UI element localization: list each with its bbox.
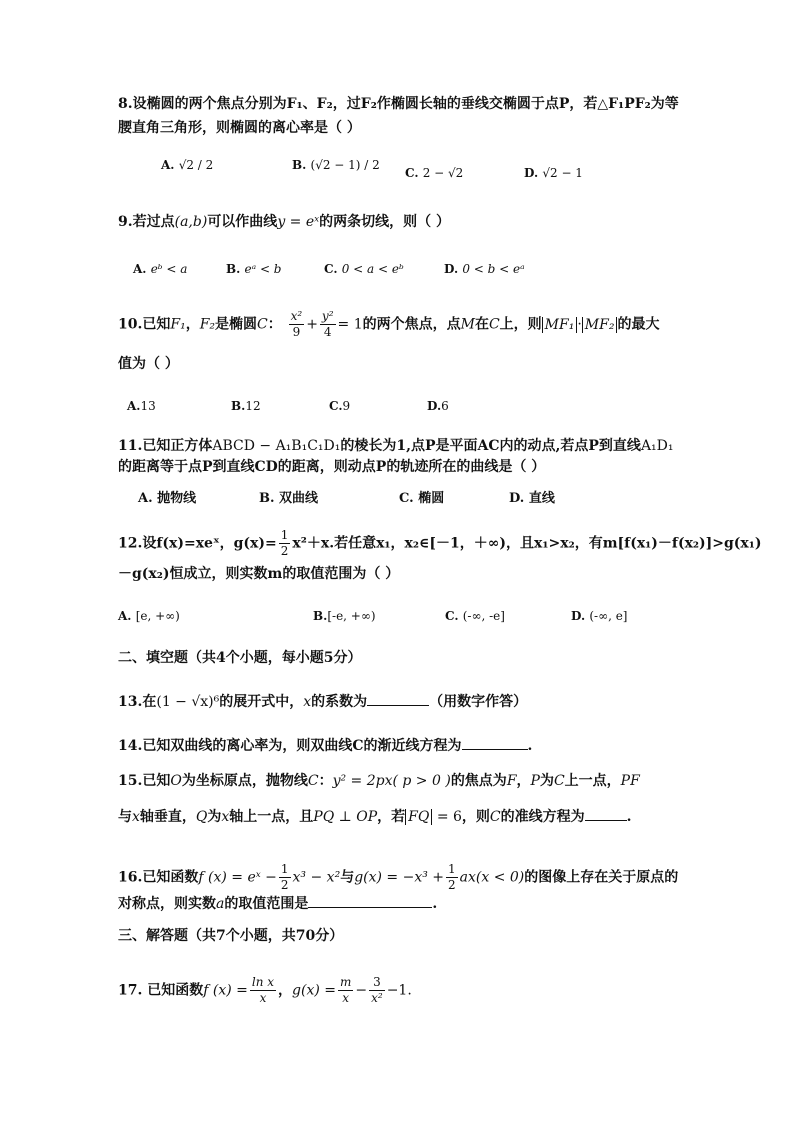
- dot: ·: [577, 316, 582, 333]
- q10-option-b: [231, 397, 261, 415]
- denominator: 4: [323, 325, 332, 339]
- q15-line2: [118, 806, 632, 827]
- fraction: [279, 528, 291, 559]
- q11-a1d1: A₁D₁: [640, 438, 674, 454]
- option-label: B.: [259, 491, 275, 506]
- q15-c: C: [489, 809, 501, 825]
- fraction: [320, 309, 336, 340]
- q13-x: x: [303, 694, 312, 710]
- denominator: x: [259, 991, 267, 1005]
- q9-text: 9.若过点: [118, 214, 175, 230]
- q17-text: ，: [278, 982, 293, 999]
- q9-option-a: [133, 260, 187, 278]
- fraction: [338, 975, 353, 1006]
- q15-text: 轴垂直，: [139, 809, 196, 825]
- q10-text: 的最大: [617, 316, 660, 333]
- fraction: [289, 309, 305, 340]
- option-value: √2 − 1: [542, 166, 583, 180]
- q10-text: 的两个焦点，点: [362, 316, 461, 333]
- option-label: B.: [231, 399, 246, 413]
- option-label: A.: [138, 491, 153, 506]
- q15-text: 为: [539, 773, 554, 789]
- answer-blank[interactable]: [462, 735, 528, 750]
- q13-text: 13.在: [118, 694, 157, 710]
- q15-c: C: [553, 773, 565, 789]
- option-label: A.: [127, 399, 141, 413]
- q16-text: 16.已知函数: [118, 869, 199, 886]
- q11-option-a: [138, 490, 196, 508]
- q10-c: C: [488, 316, 500, 333]
- q13-text: 的系数为: [311, 694, 368, 710]
- q15-parabola: y² = 2px: [332, 773, 393, 789]
- q10-eq: = 1: [337, 316, 363, 333]
- q12-line2: －g(x₂)恒成立，则实数m的取值范围为（ ）: [118, 566, 400, 582]
- option-value: √2 / 2: [178, 158, 214, 172]
- q9-text: 可以作曲线: [207, 214, 278, 230]
- denominator: x: [342, 991, 350, 1005]
- answer-blank[interactable]: [585, 806, 627, 821]
- option-value: 直线: [528, 491, 555, 506]
- option-value: 0 < a < eᵇ: [341, 262, 404, 276]
- q9-stem: [118, 212, 450, 232]
- option-value: (√2 − 1) / 2: [310, 158, 380, 172]
- option-value: [e, +∞): [135, 609, 180, 623]
- q15-perp: PQ ⊥ OP: [313, 809, 378, 825]
- q8-option-d: [524, 164, 583, 182]
- q12-option-d: [571, 607, 628, 625]
- q9-option-d: [444, 260, 525, 278]
- option-label: C.: [324, 262, 338, 276]
- q15-p: P: [530, 773, 540, 789]
- q15-o: O: [170, 773, 182, 789]
- q10-m: M: [460, 316, 475, 333]
- option-label: D.: [509, 491, 525, 506]
- option-label: C.: [405, 166, 419, 180]
- q8-line1: 8.设椭圆的两个焦点分别为F₁、F₂，过F₂作椭圆长轴的垂线交椭圆于点P，若△F₁PF₂为等: [118, 96, 679, 112]
- fraction: [446, 862, 458, 893]
- q8-option-c: [405, 164, 463, 182]
- q12-line1: [118, 528, 762, 559]
- q16-g: g(x) = −x³ +: [354, 869, 445, 886]
- denominator: 9: [292, 325, 301, 339]
- numerator: 1: [280, 862, 289, 876]
- q10-text: ，: [185, 316, 200, 333]
- q10-text: 10.已知: [118, 316, 171, 333]
- option-label: B.: [226, 262, 241, 276]
- option-label: A.: [118, 609, 132, 623]
- q10-mf2: MF₂: [582, 317, 618, 333]
- q15-text: 15.已知: [118, 773, 171, 789]
- option-value: 椭圆: [418, 491, 445, 506]
- q15-text: 为: [207, 809, 222, 825]
- q9-option-b: [226, 260, 282, 278]
- q16-text: 的图像上存在关于原点的: [524, 869, 679, 886]
- q12-text: x²＋x.若任意x₁，x₂∈[－1，＋∞)，且x₁>x₂，有m[f(x₁)－f(x₂)]>g(x₁): [292, 535, 762, 552]
- numerator: x²: [290, 309, 303, 323]
- option-value: 抛物线: [157, 491, 197, 506]
- q11-option-b: [259, 490, 318, 508]
- option-label: C.: [329, 399, 343, 413]
- q10-option-a: [127, 397, 156, 415]
- q9-point: (a,b): [174, 214, 208, 230]
- q12-text: 12.设f(x)=xeˣ，g(x)=: [118, 535, 277, 552]
- option-value: 0 < b < eᵃ: [462, 262, 525, 276]
- q10-stem: [118, 309, 659, 340]
- numerator: 3: [369, 975, 385, 991]
- q17-g: g(x) =: [292, 982, 336, 999]
- section-heading-fill-in: 二、填空题（共4个小题，每小题5分）: [118, 650, 362, 666]
- numerator: 1: [280, 528, 289, 542]
- q11-text: 的棱长为1,点P是平面AC内的动点,若点P到直线: [340, 438, 641, 454]
- option-value: 12: [245, 399, 261, 413]
- q15-x: x: [132, 809, 140, 825]
- option-value: (-∞, e]: [589, 609, 628, 623]
- q8-option-a: [161, 156, 213, 174]
- option-label: D.: [427, 399, 442, 413]
- q17-text: 17. 已知函数: [118, 982, 204, 999]
- option-label: B.: [313, 609, 328, 623]
- q14-text: 14.已知双曲线的离心率为，则双曲线C的渐近线方程为: [118, 738, 462, 754]
- q10-f1: F₁: [170, 316, 186, 333]
- q14-stem: [118, 735, 532, 756]
- denominator: 2: [280, 544, 289, 558]
- q8-line2: 腰直角三角形，则椭圆的离心率是（ ）: [118, 120, 361, 136]
- q13-stem: [118, 691, 527, 712]
- q15-cond: ( p > 0 ): [392, 773, 451, 789]
- q17-stem: [118, 975, 412, 1006]
- numerator: y²: [321, 309, 334, 323]
- q15-text: 的准线方程为: [500, 809, 585, 825]
- q9-option-c: [324, 260, 404, 278]
- q16-line1: [118, 862, 678, 893]
- option-value: 9: [342, 399, 351, 413]
- answer-blank[interactable]: [367, 691, 429, 706]
- q15-text: 为坐标原点，抛物线: [181, 773, 308, 789]
- q15-x: x: [221, 809, 230, 825]
- q15-q: Q: [195, 809, 208, 825]
- q15-text: 轴上一点，且: [229, 809, 314, 825]
- q10-c: C: [257, 316, 268, 333]
- option-label: B.: [292, 158, 307, 172]
- q9-curve: y = eˣ: [277, 214, 320, 230]
- q17-f: f (x) =: [203, 982, 248, 999]
- q15-fq-val: = 6: [432, 809, 462, 825]
- fraction: [369, 975, 385, 1006]
- q15-text: ，若: [377, 809, 406, 825]
- q15-fq: FQ: [405, 809, 432, 825]
- option-value: eᵃ < b: [244, 262, 282, 276]
- denominator: x²: [371, 991, 383, 1005]
- q15-text: .: [626, 809, 632, 825]
- q16-line2: [118, 893, 437, 914]
- q11-option-c: [399, 490, 444, 508]
- q12-option-b: [313, 607, 376, 625]
- q11-cube: ABCD − A₁B₁C₁D₁: [212, 438, 341, 454]
- q15-f: F: [506, 773, 517, 789]
- q14-text: .: [527, 738, 533, 754]
- q13-text: 的展开式中，: [219, 694, 304, 710]
- fraction: [250, 975, 276, 1006]
- denominator: 2: [280, 878, 289, 892]
- q16-text: 与: [340, 869, 355, 886]
- option-label: D.: [571, 609, 586, 623]
- answer-blank[interactable]: [308, 893, 432, 908]
- q15-text: 上一点，: [564, 773, 621, 789]
- q10-text: 是椭圆: [215, 316, 258, 333]
- denominator: 2: [448, 878, 456, 892]
- section-heading-solutions: 三、解答题（共7个小题，共70分）: [118, 928, 344, 944]
- q15-text: ，则: [461, 809, 490, 825]
- q17-tail: −1.: [386, 982, 412, 999]
- option-value: (-∞, -e]: [462, 609, 505, 623]
- q15-pf: PF: [620, 773, 640, 789]
- q15-c: C: [307, 773, 319, 789]
- option-label: A.: [133, 262, 147, 276]
- q10-line2: 值为（ ）: [118, 356, 179, 372]
- q10-option-d: [427, 397, 449, 415]
- option-label: C.: [445, 609, 459, 623]
- q9-text: 的两条切线，则（ ）: [319, 214, 450, 230]
- q16-text: 的取值范围是: [224, 896, 309, 912]
- plus-sign: +: [306, 316, 318, 333]
- fraction: [279, 862, 291, 893]
- q16-f: f (x) = eˣ −: [198, 869, 277, 886]
- q10-f2: F₂: [199, 316, 216, 333]
- q8-option-b: [292, 156, 380, 174]
- option-value: eᵇ < a: [150, 262, 188, 276]
- option-value: 13: [140, 399, 156, 413]
- q15-text: ，: [516, 773, 531, 789]
- q15-text: 的焦点为: [450, 773, 507, 789]
- q16-g: ax(x < 0): [459, 869, 525, 886]
- q16-a: a: [216, 896, 225, 912]
- q16-text: .: [432, 896, 438, 912]
- q10-text: 上，则: [499, 316, 542, 333]
- option-label: D.: [524, 166, 539, 180]
- option-value: 2 − √2: [422, 166, 464, 180]
- q11-option-d: [509, 490, 555, 508]
- q10-mf1: MF₁: [542, 317, 578, 333]
- q12-option-c: [445, 607, 505, 625]
- option-value: [-e, +∞): [327, 609, 376, 623]
- q15-text: 与: [118, 809, 132, 825]
- q11-line2: 的距离等于点P到直线CD的距离，则动点P的轨迹所在的曲线是（ ）: [118, 459, 546, 475]
- q10-text: 在: [474, 316, 489, 333]
- minus-sign: −: [355, 982, 368, 999]
- q16-text: 对称点，则实数: [118, 896, 216, 912]
- q16-f: x³ − x²: [292, 869, 341, 886]
- q13-text: （用数字作答）: [429, 694, 528, 710]
- numerator: m: [340, 975, 352, 989]
- q10-option-c: [329, 397, 350, 415]
- q12-option-a: [118, 607, 180, 625]
- numerator: 1: [448, 862, 456, 876]
- q11-text: 11.已知正方体: [118, 438, 213, 454]
- numerator: ln x: [251, 975, 275, 989]
- option-label: A.: [161, 158, 175, 172]
- q13-expr: (1 − √x)⁶: [156, 694, 220, 710]
- q15-line1: [118, 771, 640, 791]
- q11-line1: [118, 436, 674, 456]
- option-value: 双曲线: [279, 491, 319, 506]
- option-value: 6: [441, 399, 449, 413]
- q10-text: ：: [267, 316, 282, 333]
- option-label: D.: [444, 262, 459, 276]
- q15-text: ：: [318, 773, 333, 789]
- option-label: C.: [399, 491, 414, 506]
